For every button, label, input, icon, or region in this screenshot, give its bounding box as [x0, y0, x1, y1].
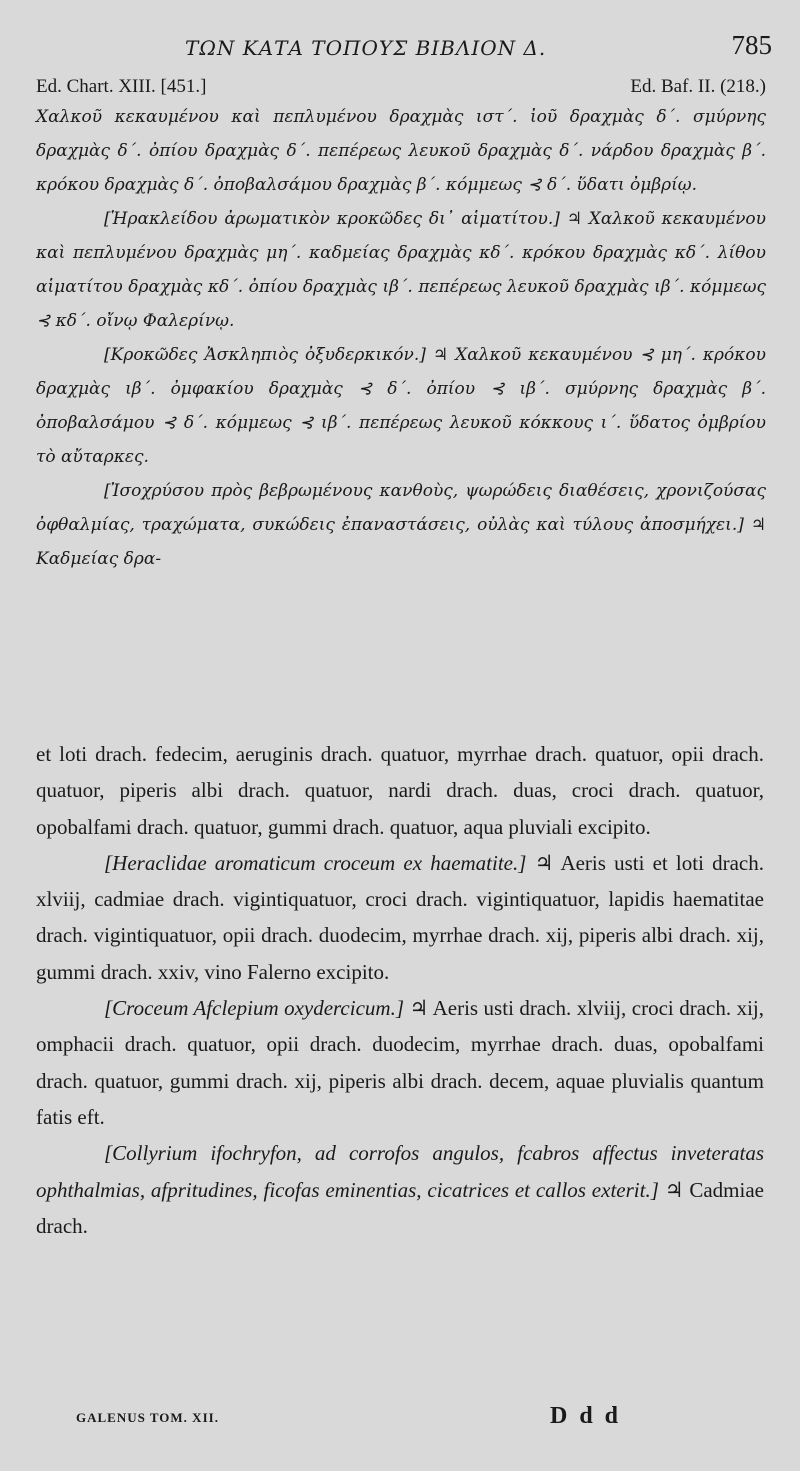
greek-paragraph: Χαλκοῦ κεκαυμένου καὶ πεπλυμένου δραχμὰς ιστ΄. ἰοῦ δραχμὰς δ΄. σμύρνης δραχμὰς δ΄. ὀπίου δραχμὰς δ΄. πεπέρεως λευκοῦ δραχμὰς δ΄. νάρδου δραχμὰς β΄. κρόκου δραχμὰς δ΄. ὀποβαλσάμου δραχμὰς β΄. κόμμεως ⊰ δ΄. ὕδατι ὀμβρίῳ. — [36, 107, 766, 195]
greek-paragraph: [Ἡρακλείδου ἀρωματικὸν κροκῶδες δι᾽ αἱματίτου.] ♃ Χαλκοῦ κεκαυμένου καὶ πεπλυμένου δραχμὰς μη΄. καδμείας δραχμὰς κδ΄. κρόκου δραχμὰς κδ΄. λίθου αἱματίτου δραχμὰς κδ΄. ὀπίου δραχμὰς ιβ΄. πεπέρεως λευκοῦ δραχμὰς ιβ΄. κόμμεως ⊰ κδ΄. οἴνῳ Φαλερίνῳ. — [36, 209, 766, 331]
latin-text-block — [36, 736, 764, 1244]
latin-paragraph — [36, 1135, 764, 1244]
recipe-text: ♃ Cadmiae drach. — [36, 1177, 764, 1238]
recipe-title: [Heraclidae aromaticum croceum ex haematite.] — [104, 850, 527, 875]
footer-volume: GALENUS TOM. XII. — [76, 1410, 219, 1425]
greek-text-block — [36, 100, 766, 576]
greek-paragraph: [Ἰσοχρύσου πρὸς βεβρωμένους κανθοὺς, ψωρώδεις διαθέσεις, χρονιζούσας ὀφθαλμίας, τραχώματα, συκώδεις ἐπαναστάσεις, οὐλὰς καὶ τύλους ἀποσμήχει.] ♃ Καδμείας δρα- — [36, 481, 766, 569]
recipe-title: [Collyrium ifochryfon, ad corrofos angulos, fcabros affectus inveteratas ophthalmias, afpritudines, ficofas eminentias, cicatrices et callos exterit.] — [36, 1141, 764, 1202]
recipe-title: [Croceum Afclepium oxydercicum.] — [104, 996, 404, 1021]
page-number: 785 — [731, 30, 772, 60]
latin-paragraph: et loti drach. fedecim, aeruginis drach. quatuor, myrrhae drach. quatuor, opii drach. quatuor, piperis albi drach. quatuor, nardi drach. duas, croci drach. quatuor, opobalfami drach. quatuor, gummi drach. quatuor, aqua pluviali excipito. — [36, 742, 764, 839]
recipe-text: ♃ Aeris usti et loti drach. xlviij, cadmiae drach. vigintiquatuor, croci drach. vigintiquatuor, lapidis haematitae drach. vigintiquatuor, opii drach. duodecim, myrrhae drach. xij, piperis albi drach. xij, gummi drach. xxiv, vino Falerno excipito. — [36, 850, 764, 984]
latin-paragraph — [36, 845, 764, 990]
recipe-text: ♃ Aeris usti drach. xlviij, croci drach. xij, omphacii drach. quatuor, opii drach. duodecim, myrrhae drach. duas, opobalfami drach. quatuor, gummi drach. xij, piperis albi drach. decem, aquae pluvialis quantum fatis eft. — [36, 996, 764, 1129]
edition-reference-right: Ed. Baf. II. (218.) — [630, 76, 766, 97]
edition-reference-left: Ed. Chart. XIII. [451.] — [36, 76, 207, 97]
running-header: ΤΩΝ ΚΑΤΑ ΤΟΠΟΥΣ ΒΙΒΛΙΟΝ Δ. — [185, 36, 547, 60]
signature-mark: D d d — [550, 1403, 622, 1429]
greek-paragraph: [Κροκῶδες Ἀσκληπιὸς ὀξυδερκικόν.] ♃ Χαλκοῦ κεκαυμένου ⊰ μη΄. κρόκου δραχμὰς ιβ΄. ὀμφακίου δραχμὰς ⊰ δ΄. ὀπίου ⊰ ιβ΄. σμύρνης δραχμὰς β΄. ὀποβαλσάμου ⊰ δ΄. κόμμεως ⊰ ιβ΄. πεπέρεως λευκοῦ κόκκους ι΄. ὕδατος ὀμβρίου τὸ αὔταρκες. — [36, 345, 766, 467]
latin-paragraph — [36, 990, 764, 1135]
